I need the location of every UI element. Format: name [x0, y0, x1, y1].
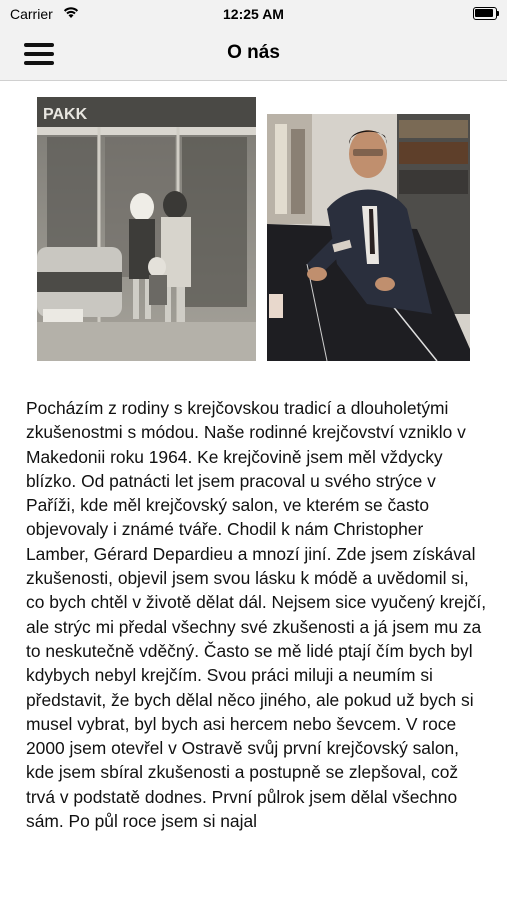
old-family-photo — [37, 97, 256, 361]
svg-text:PAKK: PAKK — [43, 106, 88, 123]
battery-icon — [473, 7, 499, 20]
about-text: Pocházím z rodiny s krejčovskou tradicí a dlouholetými zkušenostmi s módou. Naše rodinné krejčovství vzniklo v Makedonii roku 1964. Ke krejčovině jsem měl vždycky blízko. Od patnácti let jsem pracoval u svého strýce v Paříži, kde měl krejčovský salon, ve kterém se často objevovaly i známé tváře. Chodil k nám Christopher Lamber, Gérard Depardieu a mnozí jiní. Zde jsem získával zkušenosti, objevil jsem svou lásku k módě a uvědomil si, co bych chtěl v životě dělat dál. Nejsem sice vyučený krejčí, ale strýc mi předal všechny své zkušenosti a já jsem mu za to neskutečně vděčný. Často se mě lidé ptají čím bych byl kdybych nebyl krejčím. Svou práci miluji a neumím si představit, že bych dělal něco jiného, ale pokud už bych si musel vybrat, byl bych asi hercem nebo ševcem. V roce 2000 jsem otevřel v Ostravě svůj první krejčovský salon, kde jsem sbíral zkušenosti a postupně se zlepšoval, což trvá v podstatě dodnes. První půlrok jsem dělal všechno sám. Po půl roce jsem si najal — [26, 398, 487, 832]
page-title: O nás — [227, 42, 280, 63]
carrier-label: Carrier — [10, 6, 53, 22]
status-bar — [0, 0, 507, 28]
navigation-bar — [0, 28, 507, 81]
clock: 12:25 AM — [223, 6, 284, 22]
tailor-photo — [267, 114, 470, 361]
